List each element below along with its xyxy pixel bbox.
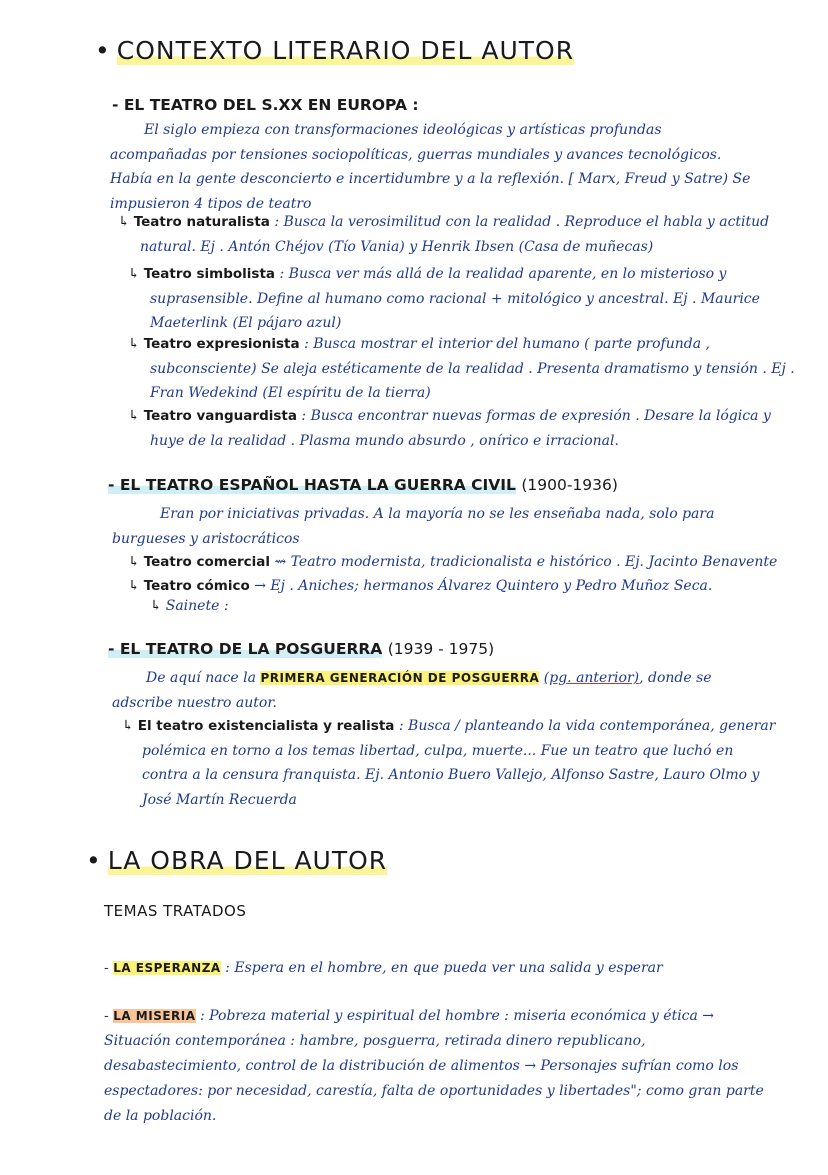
main-title-work: • LA OBRA DEL AUTOR — [86, 846, 388, 875]
arrow-icon: ↳ — [118, 214, 130, 230]
section-spain-intro: Eran por iniciativas privadas. A la mayoría no se les enseñaba nada, solo para burgueses y aristocráticos — [112, 506, 715, 547]
list-item: ↳ Teatro vanguardista : Busca encontrar nuevas formas de expresión . Desare la lógica y huye de la realidad . Plasma mundo absurdo , onírico e irracional. — [128, 408, 771, 449]
list-item: ↳ El teatro existencialista y realista : Busca / planteando la vida contemporánea, generar polémica en torno a los temas libertad, culpa, muerte... Fue un teatro que luchó en contra a la censura franquista. Ej. Antonio Buero Vallejo, Alfonso Sastre, Lauro Olmo y José Martín Recuerda — [122, 718, 776, 808]
section-head-europe: - EL TEATRO DEL S.XX EN EUROPA : — [112, 96, 419, 114]
bullet-icon: • — [86, 846, 102, 875]
section-europe-intro: El siglo empieza con transformaciones ideológicas y artísticas profundas acompañadas por tensiones sociopolíticas, guerras mundiales y avances tecnológicos. Había en la gente desconcierto e incertidumbre y a la reflexión. [ Marx, Freud y Satre) Se impusieron 4 tipos de teatro — [110, 122, 751, 212]
themes-heading: TEMAS TRATADOS — [104, 902, 247, 920]
list-item: ↳ Teatro cómico → Ej . Aniches; hermanos Álvarez Quintero y Pedro Muñoz Seca. — [128, 578, 713, 594]
bullet-icon: • — [95, 36, 111, 65]
section-head-postwar: - EL TEATRO DE LA POSGUERRA (1939 - 1975) — [108, 640, 495, 658]
main-title-context: • CONTEXTO LITERARIO DEL AUTOR — [95, 36, 575, 65]
list-item: ↳ Teatro expresionista : Busca mostrar el interior del humano ( parte profunda , subconsciente) Se aleja estéticamente de la realidad . Presenta dramatismo y tensión . Ej . Fran Wedekind (El espíritu de la tierra) — [128, 336, 795, 401]
arrow-icon: ↳ — [122, 718, 134, 734]
arrow-icon: ↳ — [128, 408, 140, 424]
list-item: ↳ Teatro naturalista : Busca la verosimilitud con la realidad . Reproduce el habla y actitud natural. Ej . Antón Chéjov (Tío Vania) y Henrik Ibsen (Casa de muñecas) — [118, 214, 770, 255]
arrow-icon: ↳ — [150, 598, 162, 614]
highlight-generation: PRIMERA GENERACIÓN DE POSGUERRA — [260, 671, 540, 685]
arrow-icon: ↳ — [128, 266, 140, 282]
section-head-spain: - EL TEATRO ESPAÑOL HASTA LA GUERRA CIVIL (1900-1936) — [108, 476, 618, 494]
theme-item-misery: - LA MISERIA : Pobreza material y espiritual del hombre : miseria económica y ética → Situación contemporánea : hambre, posguerra, retirada dinero republicano, desabastecimiento, control de la distribución de alimentos → Personajes sufrían como los espectadores: por necesidad, carestía, falta de oportunidades y libertades"; como gran parte de la población. — [104, 1008, 764, 1124]
arrow-icon: ↳ — [128, 578, 140, 594]
list-item-sainete: ↳ Sainete : — [150, 598, 229, 614]
section-postwar-intro: De aquí nace la PRIMERA GENERACIÓN DE POSGUERRA (pg. anterior), donde se adscribe nuestro autor. — [112, 670, 712, 711]
arrow-icon: ↳ — [128, 336, 140, 352]
arrow-icon: ↳ — [128, 554, 140, 570]
list-item: ↳ Teatro comercial ⇝ Teatro modernista, tradicionalista e histórico . Ej. Jacinto Benavente — [128, 554, 778, 570]
theme-item-hope: - LA ESPERANZA : Espera en el hombre, en que pueda ver una salida y esperar — [104, 960, 663, 976]
list-item: ↳ Teatro simbolista : Busca ver más allá de la realidad aparente, en lo misterioso y suprasensible. Define al humano como racional + mitológico y ancestral. Ej . Maurice Maeterlink (El pájaro azul) — [128, 266, 760, 331]
